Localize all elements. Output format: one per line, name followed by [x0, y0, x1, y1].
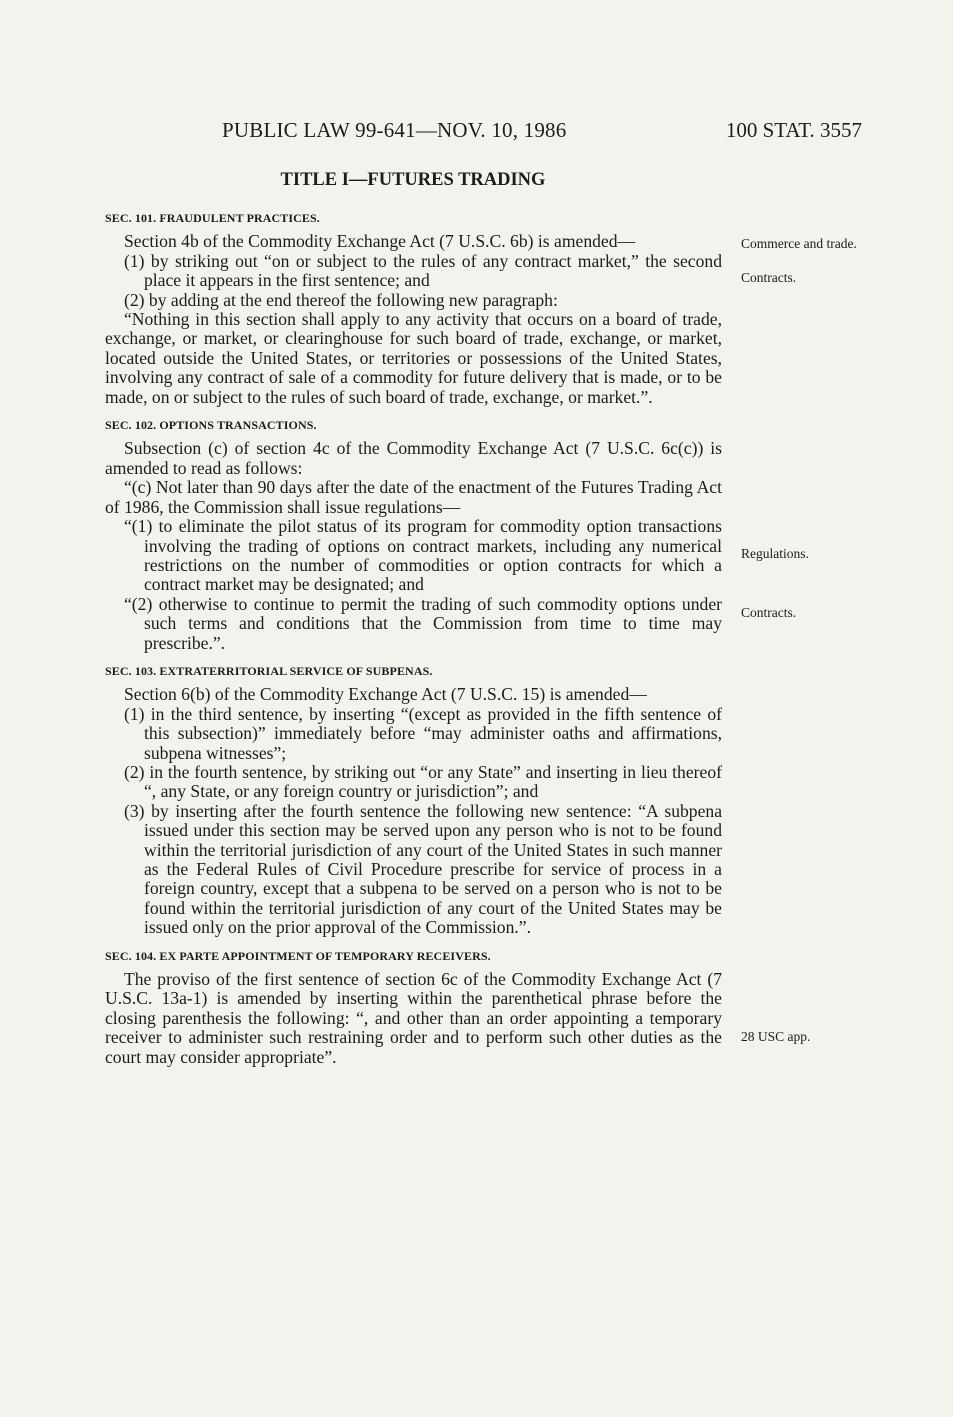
margin-note: Contracts.: [741, 270, 797, 285]
section-heading: SEC. 101. FRAUDULENT PRACTICES.: [105, 211, 320, 225]
title-heading: TITLE I—FUTURES TRADING: [280, 170, 546, 190]
margin-note: Contracts.: [741, 605, 797, 620]
amendment-item: (1) in the third sentence, by inserting “(except as provided in the fifth sentence of this subsection)” immediately before “may administer oaths and affirmations, subpena witnesses”;: [124, 703, 722, 763]
section-heading: SEC. 103. EXTRATERRITORIAL SERVICE OF SUBPENAS.: [105, 663, 433, 678]
margin-note: Regulations.: [741, 546, 809, 561]
section-101: [105, 209, 722, 407]
margin-note: 28 USC app.: [741, 1029, 811, 1044]
section-text: The proviso of the first sentence of section 6c of the Commodity Exchange Act (7 U.S.C. 13a-1) is amended by inserting within the parenthetical phrase before the closing parenthesis the following: “, and other than an order appointing a temporary receiver to administer such restraining order and to perform such other duties as the court may consider appropriate”.: [105, 969, 722, 1067]
amendment-item: (1) by striking out “on or subject to the rules of any contract market,” the second place it appears in the first sentence; and: [124, 250, 722, 291]
amendment-item: (2) in the fourth sentence, by striking out “or any State” and inserting in lieu thereof “, any State, or any foreign country or jurisdiction”; and: [124, 761, 722, 802]
amendment-item: (2) by adding at the end thereof the following new paragraph:: [124, 289, 558, 310]
amendment-item: “(1) to eliminate the pilot status of its program for commodity option transactions involving the trading of options on contract markets, including any numerical restrictions on the number of commodities or option contracts for which a contract market may be designated; and: [124, 516, 722, 595]
document-body: [105, 209, 722, 1067]
quoted-paragraph: “Nothing in this section shall apply to any activity that occurs on a board of trade, exchange, or market, or clearinghouse for such board of trade, exchange, or market, located outside the United States, or territories or possessions of the United States, involving any contract of sale of a commodity for future delivery that is made, or to be made, on or subject to the rules of such board of trade, exchange, or market.”.: [105, 309, 722, 407]
amendment-item: “(2) otherwise to continue to permit the trading of such commodity options under such terms and conditions that the Commission from time to time may prescribe.”.: [124, 593, 722, 653]
section-intro: Section 6(b) of the Commodity Exchange Act (7 U.S.C. 15) is amended—: [124, 684, 647, 705]
section-intro: Subsection (c) of section 4c of the Commodity Exchange Act (7 U.S.C. 6c(c)) is amended to read as follows:: [105, 438, 722, 478]
amendment-item: (3) by inserting after the fourth sentence the following new sentence: “A subpena issued under this section may be served upon any person who is not to be found within the territorial jurisdiction of any court of the United States in such manner as the Federal Rules of Civil Procedure prescribe for service of process in a foreign country, except that a subpena to be served on a person who is not to be found within the territorial jurisdiction of any court of the United States may be issued only on the prior approval of the Commission.”.: [124, 800, 722, 938]
public-law-citation: PUBLIC LAW 99-641—NOV. 10, 1986: [222, 118, 567, 142]
section-heading: SEC. 102. OPTIONS TRANSACTIONS.: [105, 418, 317, 433]
section-103: [105, 662, 722, 938]
section-102: [105, 416, 722, 653]
section-intro: Section 4b of the Commodity Exchange Act (7 U.S.C. 6b) is amended—: [124, 231, 636, 252]
margin-note: Commerce and trade.: [741, 236, 857, 251]
statute-page-number: 100 STAT. 3557: [725, 118, 862, 142]
quoted-paragraph: “(c) Not later than 90 days after the date of the enactment of the Futures Trading Act of 1986, the Commission shall issue regulations—: [105, 477, 722, 517]
section-heading: SEC. 104. EX PARTE APPOINTMENT OF TEMPORARY RECEIVERS.: [105, 948, 491, 963]
running-header: [222, 118, 862, 154]
section-104: [105, 947, 722, 1067]
